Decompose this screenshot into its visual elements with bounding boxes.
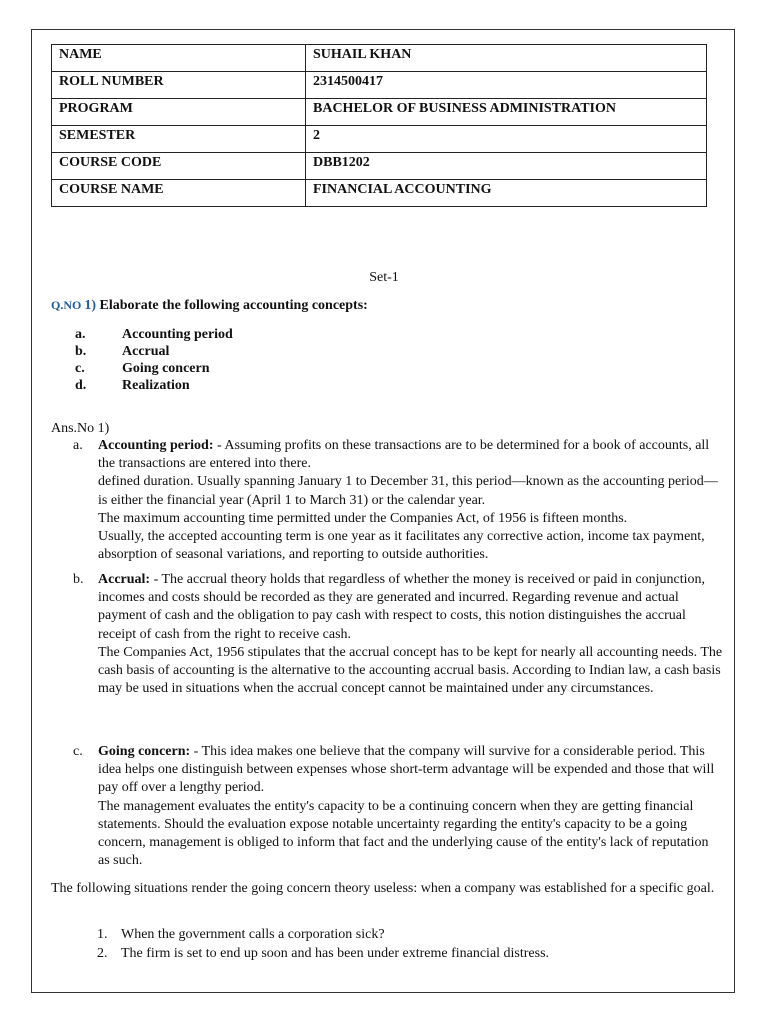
question-text: Elaborate the following accounting concepts: (99, 298, 368, 313)
info-label: COURSE CODE (52, 153, 306, 180)
info-label: NAME (52, 45, 306, 72)
student-info-table (51, 44, 707, 207)
answer-marker: c. (73, 744, 83, 759)
list-item: d. Realization (75, 378, 190, 393)
list-item: c. Going concern (75, 361, 210, 376)
list-item: a. Accounting period (75, 327, 233, 342)
set-label: Set-1 (369, 270, 399, 285)
list-item: b. Accrual (75, 344, 170, 359)
answer-item: b. Accrual: - The accrual theory holds that regardless of whether the money is received or paid in conjunction, incomes and costs should be recorded as they are generated and incurred. Regarding revenue and actual payment of cash and the obligation to pay cash with respect to costs, this notion distinguishes the accrual receipt of cash from the right to receive cash. The Companies Act, 1956 stipulates that the accrual concept has to be kept for nearly all accounting needs. The cash basis of accounting is the alternative to the accounting accrual basis. According to Indian law, a cash basis may be used in situations when the accrual concept cannot be maintained under any circumstances. (73, 572, 723, 697)
answer-label: Ans.No 1) (51, 421, 110, 436)
going-concern-list (97, 926, 549, 963)
answer-item: a. Accounting period: - Assuming profits on these transactions are to be determined for a book of accounts, all the transactions are entered into there. defined duration. Usually spanning January 1 to December 31, this period—known as the accounting period—is either the financial year (April 1 to March 31) or the calendar year. The maximum accounting time permitted under the Companies Act, of 1956 is fifteen months. Usually, the accepted accounting term is one year as it facilitates any corrective action, income tax payment, absorption of seasonal variations, and reporting to outside authorities. (73, 438, 718, 563)
question-options (51, 326, 233, 394)
question-heading (51, 298, 368, 314)
answer-marker: a. (73, 438, 83, 453)
going-concern-note: The following situations render the going concern theory useless: when a company was established for a specific goal. (51, 881, 715, 896)
list-item: 1. When the government calls a corporation sick? (97, 927, 385, 942)
info-label: PROGRAM (52, 99, 306, 126)
answer-marker: b. (73, 572, 84, 587)
info-value: FINANCIAL ACCOUNTING (306, 180, 707, 207)
table-row (52, 99, 707, 126)
answer-title: Accrual: (98, 572, 151, 587)
info-value: BACHELOR OF BUSINESS ADMINISTRATION (306, 99, 707, 126)
table-row (52, 126, 707, 153)
table-row (52, 72, 707, 99)
table-row (52, 45, 707, 72)
info-value: SUHAIL KHAN (306, 45, 707, 72)
info-label: ROLL NUMBER (52, 72, 306, 99)
table-row (52, 180, 707, 207)
answer-item: c. Going concern: - This idea makes one believe that the company will survive for a considerable period. This idea helps one distinguish between expenses whose short-term advantage will be expended and those that will pay off over a lengthy period. The management evaluates the entity's capacity to be a continuing concern when they are getting financial statements. Should the evaluation expose notable uncertainty regarding the entity's capacity to be a going concern, management is obliged to inform that fact and the underlying cause of the entity's lack of reputation as such. (73, 744, 715, 869)
info-label: COURSE NAME (52, 180, 306, 207)
list-item: 2. The firm is set to end up soon and has been under extreme financial distress. (97, 945, 550, 961)
table-row (52, 153, 707, 180)
info-label: SEMESTER (52, 126, 306, 153)
answer-title: Going concern: (98, 744, 191, 759)
info-value: 2314500417 (306, 72, 707, 99)
answer-title: Accounting period: (98, 438, 214, 453)
question-number: Q.NO 1) (51, 298, 97, 313)
info-value: 2 (306, 126, 707, 153)
info-value: DBB1202 (306, 153, 707, 180)
